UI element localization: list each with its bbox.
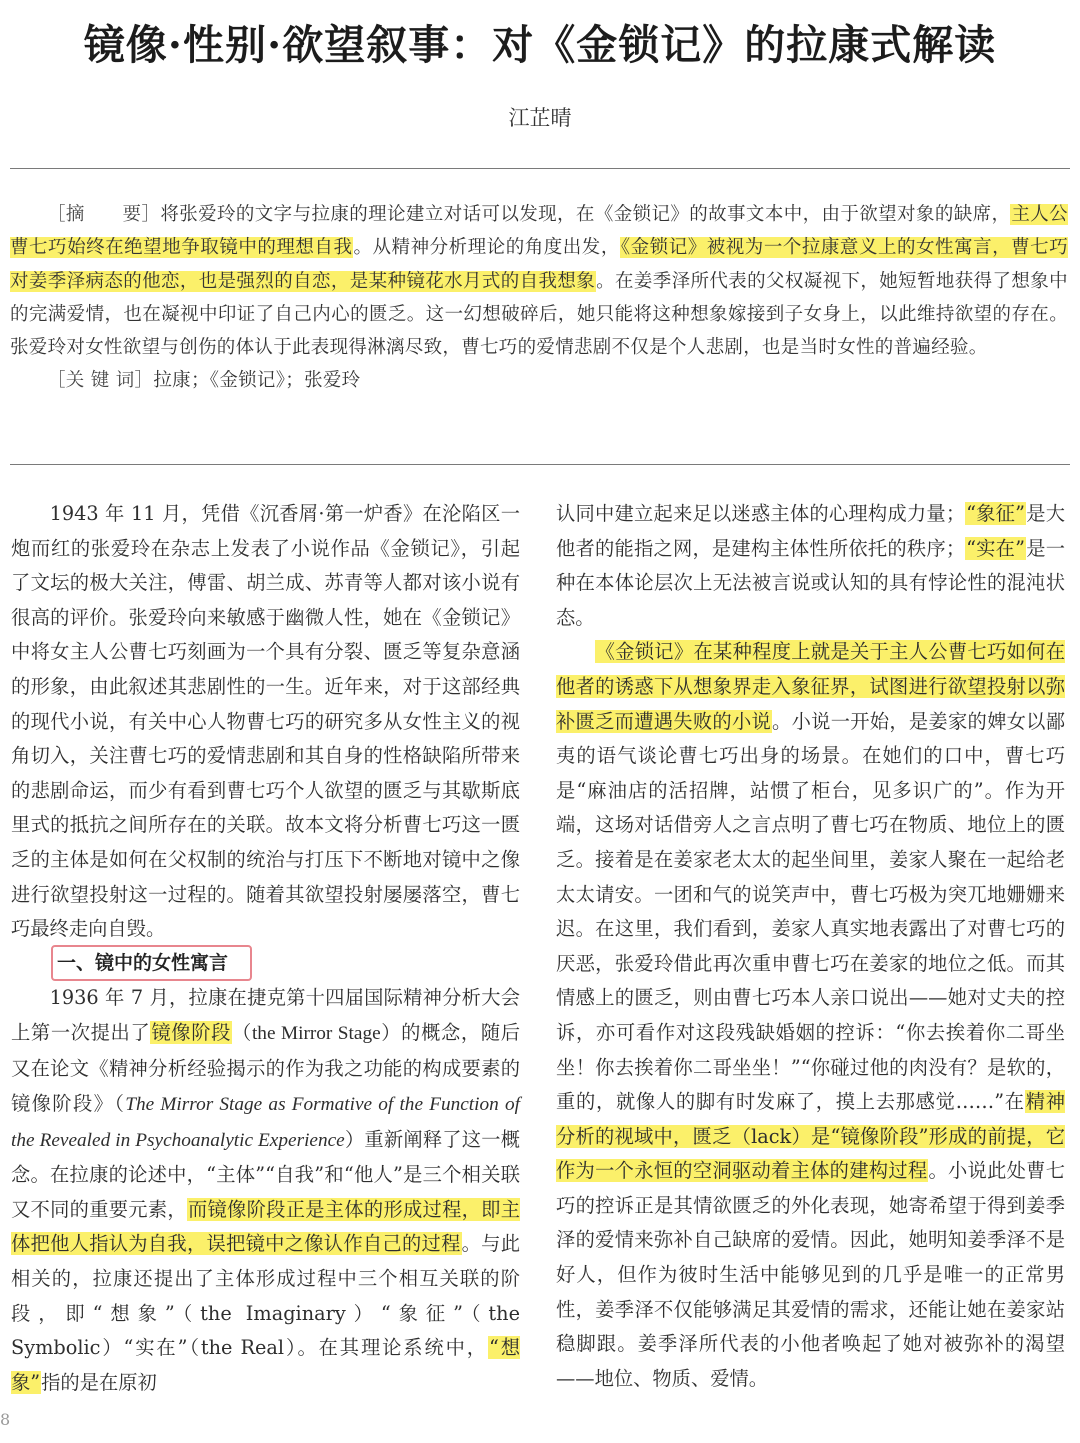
divider-bottom <box>10 464 1070 465</box>
left-column <box>11 497 520 1400</box>
abstract-block <box>10 198 1068 398</box>
abstract-paragraph <box>10 198 1068 364</box>
highlight-abstract-2: 《金锁记》被视为一个拉康意义上的女性寓言，曹七巧对姜季泽病态的他恋，也是强烈的自恋，是某种镜花水月式的自我想象 <box>10 237 1069 292</box>
right-column <box>556 497 1065 1396</box>
body-text: 认同中建立起来足以迷惑主体的心理构成力量； <box>556 502 966 525</box>
highlight-abstract-1: 主人公曹七巧始终在绝望地争取镜中的理想自我 <box>10 204 1068 259</box>
keywords-text: 拉康；《金锁记》；张爱玲 <box>153 370 361 392</box>
highlight-lack: 精神分析的视域中，匮乏（lack）是“镜像阶段”形成的前提，它作为一个永恒的空洞驱动着主体的建构过程 <box>556 1090 1065 1183</box>
analysis-paragraph <box>556 635 1065 1396</box>
intro-paragraph: 1943 年 11 月，凭借《沉香屑·第一炉香》在沦陷区一炮而红的张爱玲在杂志上发表了小说作品《金锁记》，引起了文坛的极大关注，傅雷、胡兰成、苏青等人都对该小说有很高的评价。张爱玲向来敏感于幽微人性，她在《金锁记》中将女主人公曹七巧刻画为一个具有分裂、匮乏等复杂意涵的形象，由此叙述其悲剧性的一生。近年来，对于这部经典的现代小说，有关中心人物曹七巧的研究多从女性主义的视角切入，关注曹七巧的爱情悲剧和其自身的性格缺陷所带来的悲剧命运，而少有看到曹七巧个人欲望的匮乏与其歇斯底里式的抵抗之间所存在的关联。故本文将分析曹七巧这一匮乏的主体是如何在父权制的统治与打压下不断地对镜中之像进行欲望投射这一过程的。随着其欲望投射屡屡落空，曹七巧最终走向自毁。 <box>11 502 520 941</box>
highlight-imaginary: “想象” <box>11 1336 521 1394</box>
keywords-label: ［关 键 词］ <box>47 370 154 392</box>
author-name: 江芷晴 <box>508 106 572 130</box>
body-text: 指的是在原初 <box>41 1370 157 1394</box>
paper-title-italic: The Mirror Stage as Formative of the Function of the Revealed in Psychoanalytic Experience <box>11 1094 520 1151</box>
body-text: 是大他者的能指之网，是建构主体性所依托的秩序； <box>556 502 1066 560</box>
body-text: 是一种在本体论层次上无法被言说或认知的具有悖论性的混沌状态。 <box>556 536 1066 629</box>
abstract-text: 。从精神分析理论的角度出发， <box>353 237 620 259</box>
body-text: 。与此相关的，拉康还提出了主体形成过程中三个相互关联的阶段，即“想象”（the Imaginary）“象征”（the Symbolic）“实在”（the Real）。在其理论系统中， <box>11 1232 521 1360</box>
abstract-text: 将张爱玲的文字与拉康的理论建立对话可以发现，在《金锁记》的故事文本中，由于欲望对象的缺席， <box>160 204 1011 225</box>
body-text: ）重新阐释了这一概念。在拉康的论述中，“主体”“自我”和“他人”是三个相关联又不同的重要元素， <box>11 1127 521 1221</box>
continued-paragraph <box>556 497 1065 635</box>
abstract-text: 。在姜季泽所代表的父权凝视下，她短暂地获得了想象中的完满爱情，也在凝视中印证了自己内心的匮乏。这一幻想破碎后，她只能将这种想象嫁接到子女身上，以此维持欲望的存在。张爱玲对女性欲望与创伤的体认于此表现得淋漓尽致，曹七巧的爱情悲剧不仅是个人悲剧，也是当时女性的普遍经验。 <box>10 270 1068 359</box>
abstract-label: ［摘 要］ <box>47 204 161 225</box>
body-text: （the Mirror Stage）的概念，随后又在论文《精神分析经验揭示的作为我之功能的构成要素的镜像阶段》（ <box>11 1022 521 1116</box>
paper-title: 镜像·性别·欲望叙事：对《金锁记》的拉康式解读 <box>83 21 997 69</box>
highlight-novel-summary: 《金锁记》在某种程度上就是关于主人公曹七巧如何在他者的诱惑下从想象界走入象征界，试图进行欲望投射以弥补匮乏而遭遇失败的小说 <box>556 640 1065 733</box>
lacan-paragraph <box>11 981 520 1400</box>
highlight-real: “实在” <box>966 536 1026 560</box>
page-edge-mark: 8 <box>0 1410 11 1429</box>
section-title-boxed: 一、镜中的女性寓言 <box>51 945 252 981</box>
body-text: 。小说一开始，是姜家的婢女以鄙夷的语气谈论曹七巧出身的场景。在她们的口中，曹七巧是“麻油店的活招牌，站惯了柜台，见多识广的”。作为开端，这场对话借旁人之言点明了曹七巧在物质、地位上的匮乏。接着是在姜家老太太的起坐间里，姜家人聚在一起给老太太请安。一团和气的说笑声中，曹七巧极为突兀地姗姗来迟。在这里，我们看到，姜家人真实地表露出了对曹七巧的厌恶，张爱玲借此再次重申曹七巧在姜家的地位之低。而其情感上的匮乏，则由曹七巧本人亲口说出——她对丈夫的控诉，亦可看作对这段残缺婚姻的控诉：“你去挨着你二哥坐坐！你去挨着你二哥坐坐！”“你碰过他的肉没有？是软的，重的，就像人的脚有时发麻了，摸上去那感觉……”在 <box>556 709 1066 1114</box>
highlight-mirror-definition: 而镜像阶段正是主体的形成过程，即主体把他人指认为自我，误把镜中之像认作自己的过程 <box>11 1197 521 1256</box>
divider-top <box>10 168 1070 169</box>
body-text: 1936 年 7 月，拉康在捷克第十四届国际精神分析大会上第一次提出了 <box>11 986 520 1044</box>
section-heading-row <box>11 947 520 982</box>
highlight-mirror-stage: 镜像阶段 <box>151 1020 232 1044</box>
body-text: 。小说此处曹七巧的控诉正是其情欲匮乏的外化表现，她寄希望于得到姜季泽的爱情来弥补自己缺席的爱情。因此，她明知姜季泽不是好人，但作为彼时生活中能够见到的几乎是唯一的正常男性，姜季泽不仅能够满足其爱情的需求，还能让她在姜家站稳脚跟。姜季泽所代表的小他者唤起了她对被弥补的渴望——地位、物质、爱情。 <box>556 1159 1066 1390</box>
highlight-symbolic: “象征” <box>966 502 1026 525</box>
keywords-line <box>10 364 1068 397</box>
